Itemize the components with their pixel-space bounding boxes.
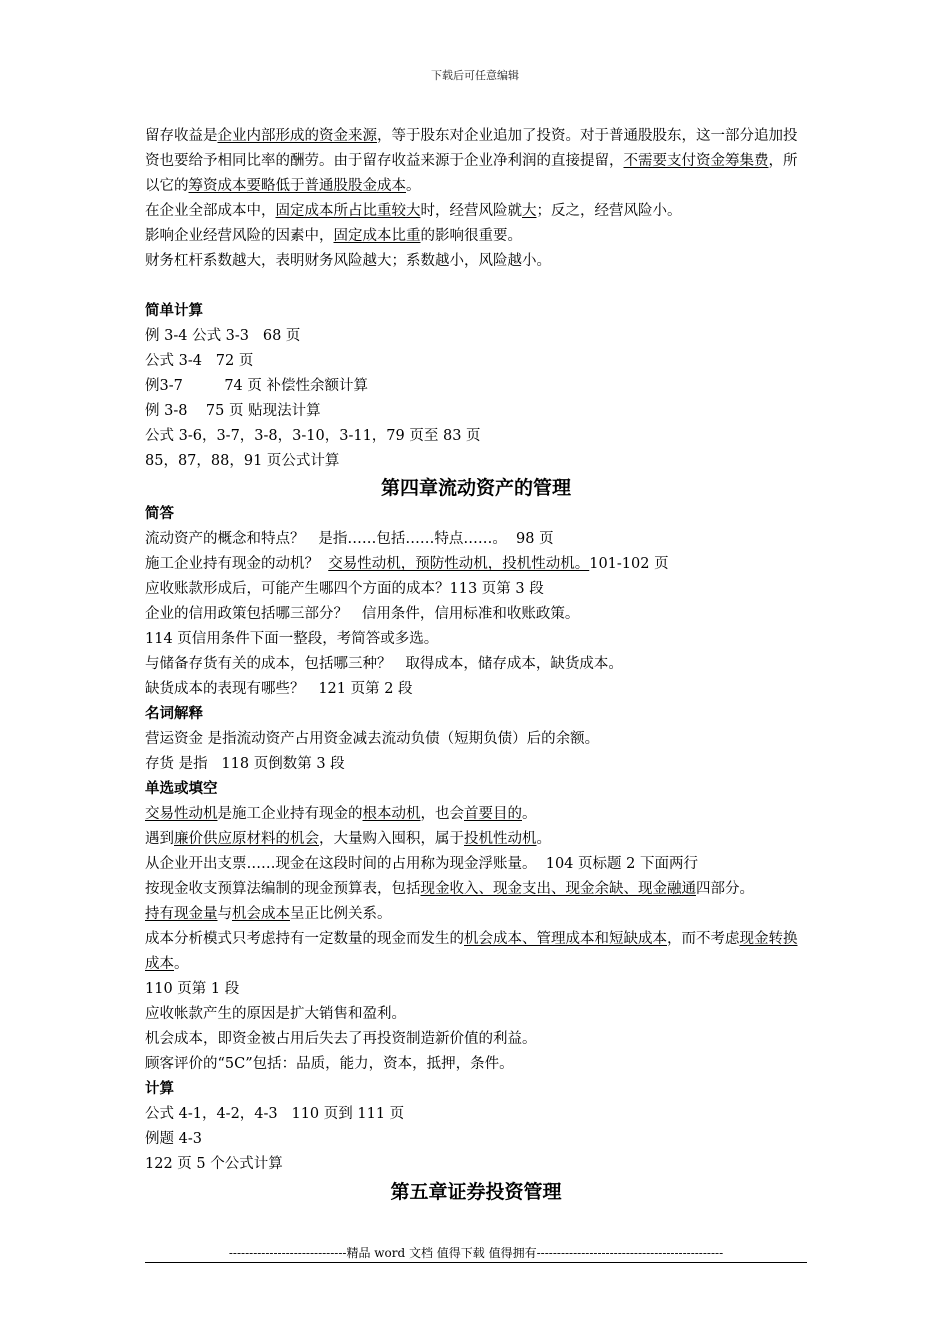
paragraph-risk-factors: 影响企业经营风险的因素中，固定成本比重的影响很重要。 bbox=[145, 228, 522, 244]
terms-heading: 名词解释 bbox=[145, 706, 203, 722]
short-answer-line: 与储备存货有关的成本，包括哪三种？ 取得成本，储存成本，缺货成本。 bbox=[145, 656, 623, 672]
calc-line: 例 3-8 75 页 贴现法计算 bbox=[145, 403, 321, 419]
short-answer-line: 缺货成本的表现有哪些？ 121 页第 2 段 bbox=[145, 681, 413, 697]
calc-line: 例3-7 74 页 补偿性余额计算 bbox=[145, 378, 369, 394]
footer-divider bbox=[145, 1262, 807, 1263]
chapter-4-title: 第四章流动资产的管理 bbox=[380, 477, 571, 499]
paragraph-financial-leverage: 财务杠杆系数越大，表明财务风险越大；系数越小，风险越小。 bbox=[145, 253, 551, 269]
calc-heading: 计算 bbox=[145, 1081, 174, 1097]
chapter-5-title: 第五章证券投资管理 bbox=[390, 1181, 562, 1203]
choice-line: 按现金收支预算法编制的现金预算表，包括现金收入、现金支出、现金余缺、现金融通四部分。 bbox=[145, 881, 754, 897]
page-header: 下载后可任意编辑 bbox=[431, 69, 519, 82]
calc-line: 公式 3-4 72 页 bbox=[145, 353, 254, 369]
short-answer-line: 流动资产的概念和特点？ 是指……包括……特点……。 98 页 bbox=[145, 531, 554, 547]
short-answer-heading: 简答 bbox=[145, 506, 174, 522]
page-footer: -----------------------------精品 word 文档 值得下载 值得拥有---------------------------------------------- bbox=[228, 1246, 724, 1260]
choice-line: 遇到廉价供应原材料的机会，大量购入囤积，属于投机性动机。 bbox=[145, 831, 551, 847]
spacer bbox=[145, 274, 807, 299]
calc-line: 公式 4-1，4-2，4-3 110 页到 111 页 bbox=[145, 1106, 405, 1122]
choice-line: 成本分析模式只考虑持有一定数量的现金而发生的机会成本、管理成本和短缺成本，而不考虑现金转换成本。 bbox=[145, 931, 798, 972]
calc-line: 85，87，88，91 页公式计算 bbox=[145, 453, 340, 469]
choice-line: 机会成本，即资金被占用后失去了再投资制造新价值的利益。 bbox=[145, 1031, 537, 1047]
choice-heading: 单选或填空 bbox=[145, 781, 218, 797]
term-line: 存货 是指 118 页倒数第 3 段 bbox=[145, 756, 345, 772]
short-answer-line: 企业的信用政策包括哪三部分？ 信用条件，信用标准和收账政策。 bbox=[145, 606, 580, 622]
paragraph-retained-earnings: 留存收益是企业内部形成的资金来源，等于股东对企业追加了投资。对于普通股股东，这一部分追加投资也要给予相同比率的酬劳。由于留存收益来源于企业净利润的直接提留，不需要支付资金筹集费，所以它的筹资成本要略低于普通股股金成本。 bbox=[145, 128, 798, 194]
short-answer-line: 应收账款形成后，可能产生哪四个方面的成本？113 页第 3 段 bbox=[145, 581, 544, 597]
short-answer-line: 114 页信用条件下面一整段，考简答或多选。 bbox=[145, 631, 439, 647]
choice-line: 应收帐款产生的原因是扩大销售和盈利。 bbox=[145, 1006, 406, 1022]
document-body bbox=[145, 124, 807, 1206]
calc-line: 公式 3-6，3-7，3-8，3-10，3-11，79 页至 83 页 bbox=[145, 428, 481, 444]
calc-line: 例题 4-3 bbox=[145, 1131, 202, 1147]
paragraph-operating-risk: 在企业全部成本中，固定成本所占比重较大时，经营风险就大；反之，经营风险小。 bbox=[145, 203, 682, 219]
simple-calc-heading: 简单计算 bbox=[145, 303, 203, 319]
choice-line: 从企业开出支票……现金在这段时间的占用称为现金浮账量。 104 页标题 2 下面两行 bbox=[145, 856, 698, 872]
choice-line: 交易性动机是施工企业持有现金的根本动机，也会首要目的。 bbox=[145, 806, 537, 822]
calc-line: 122 页 5 个公式计算 bbox=[145, 1156, 283, 1172]
choice-line: 顾客评价的“5C”包括：品质，能力，资本，抵押，条件。 bbox=[145, 1056, 514, 1072]
short-answer-line: 施工企业持有现金的动机？ 交易性动机，预防性动机，投机性动机。101-102 页 bbox=[145, 556, 669, 572]
choice-line: 持有现金量与机会成本呈正比例关系。 bbox=[145, 906, 392, 922]
choice-line: 110 页第 1 段 bbox=[145, 981, 240, 997]
term-line: 营运资金 是指流动资产占用资金减去流动负债（短期负债）后的余额。 bbox=[145, 731, 600, 747]
calc-line: 例 3-4 公式 3-3 68 页 bbox=[145, 328, 301, 344]
